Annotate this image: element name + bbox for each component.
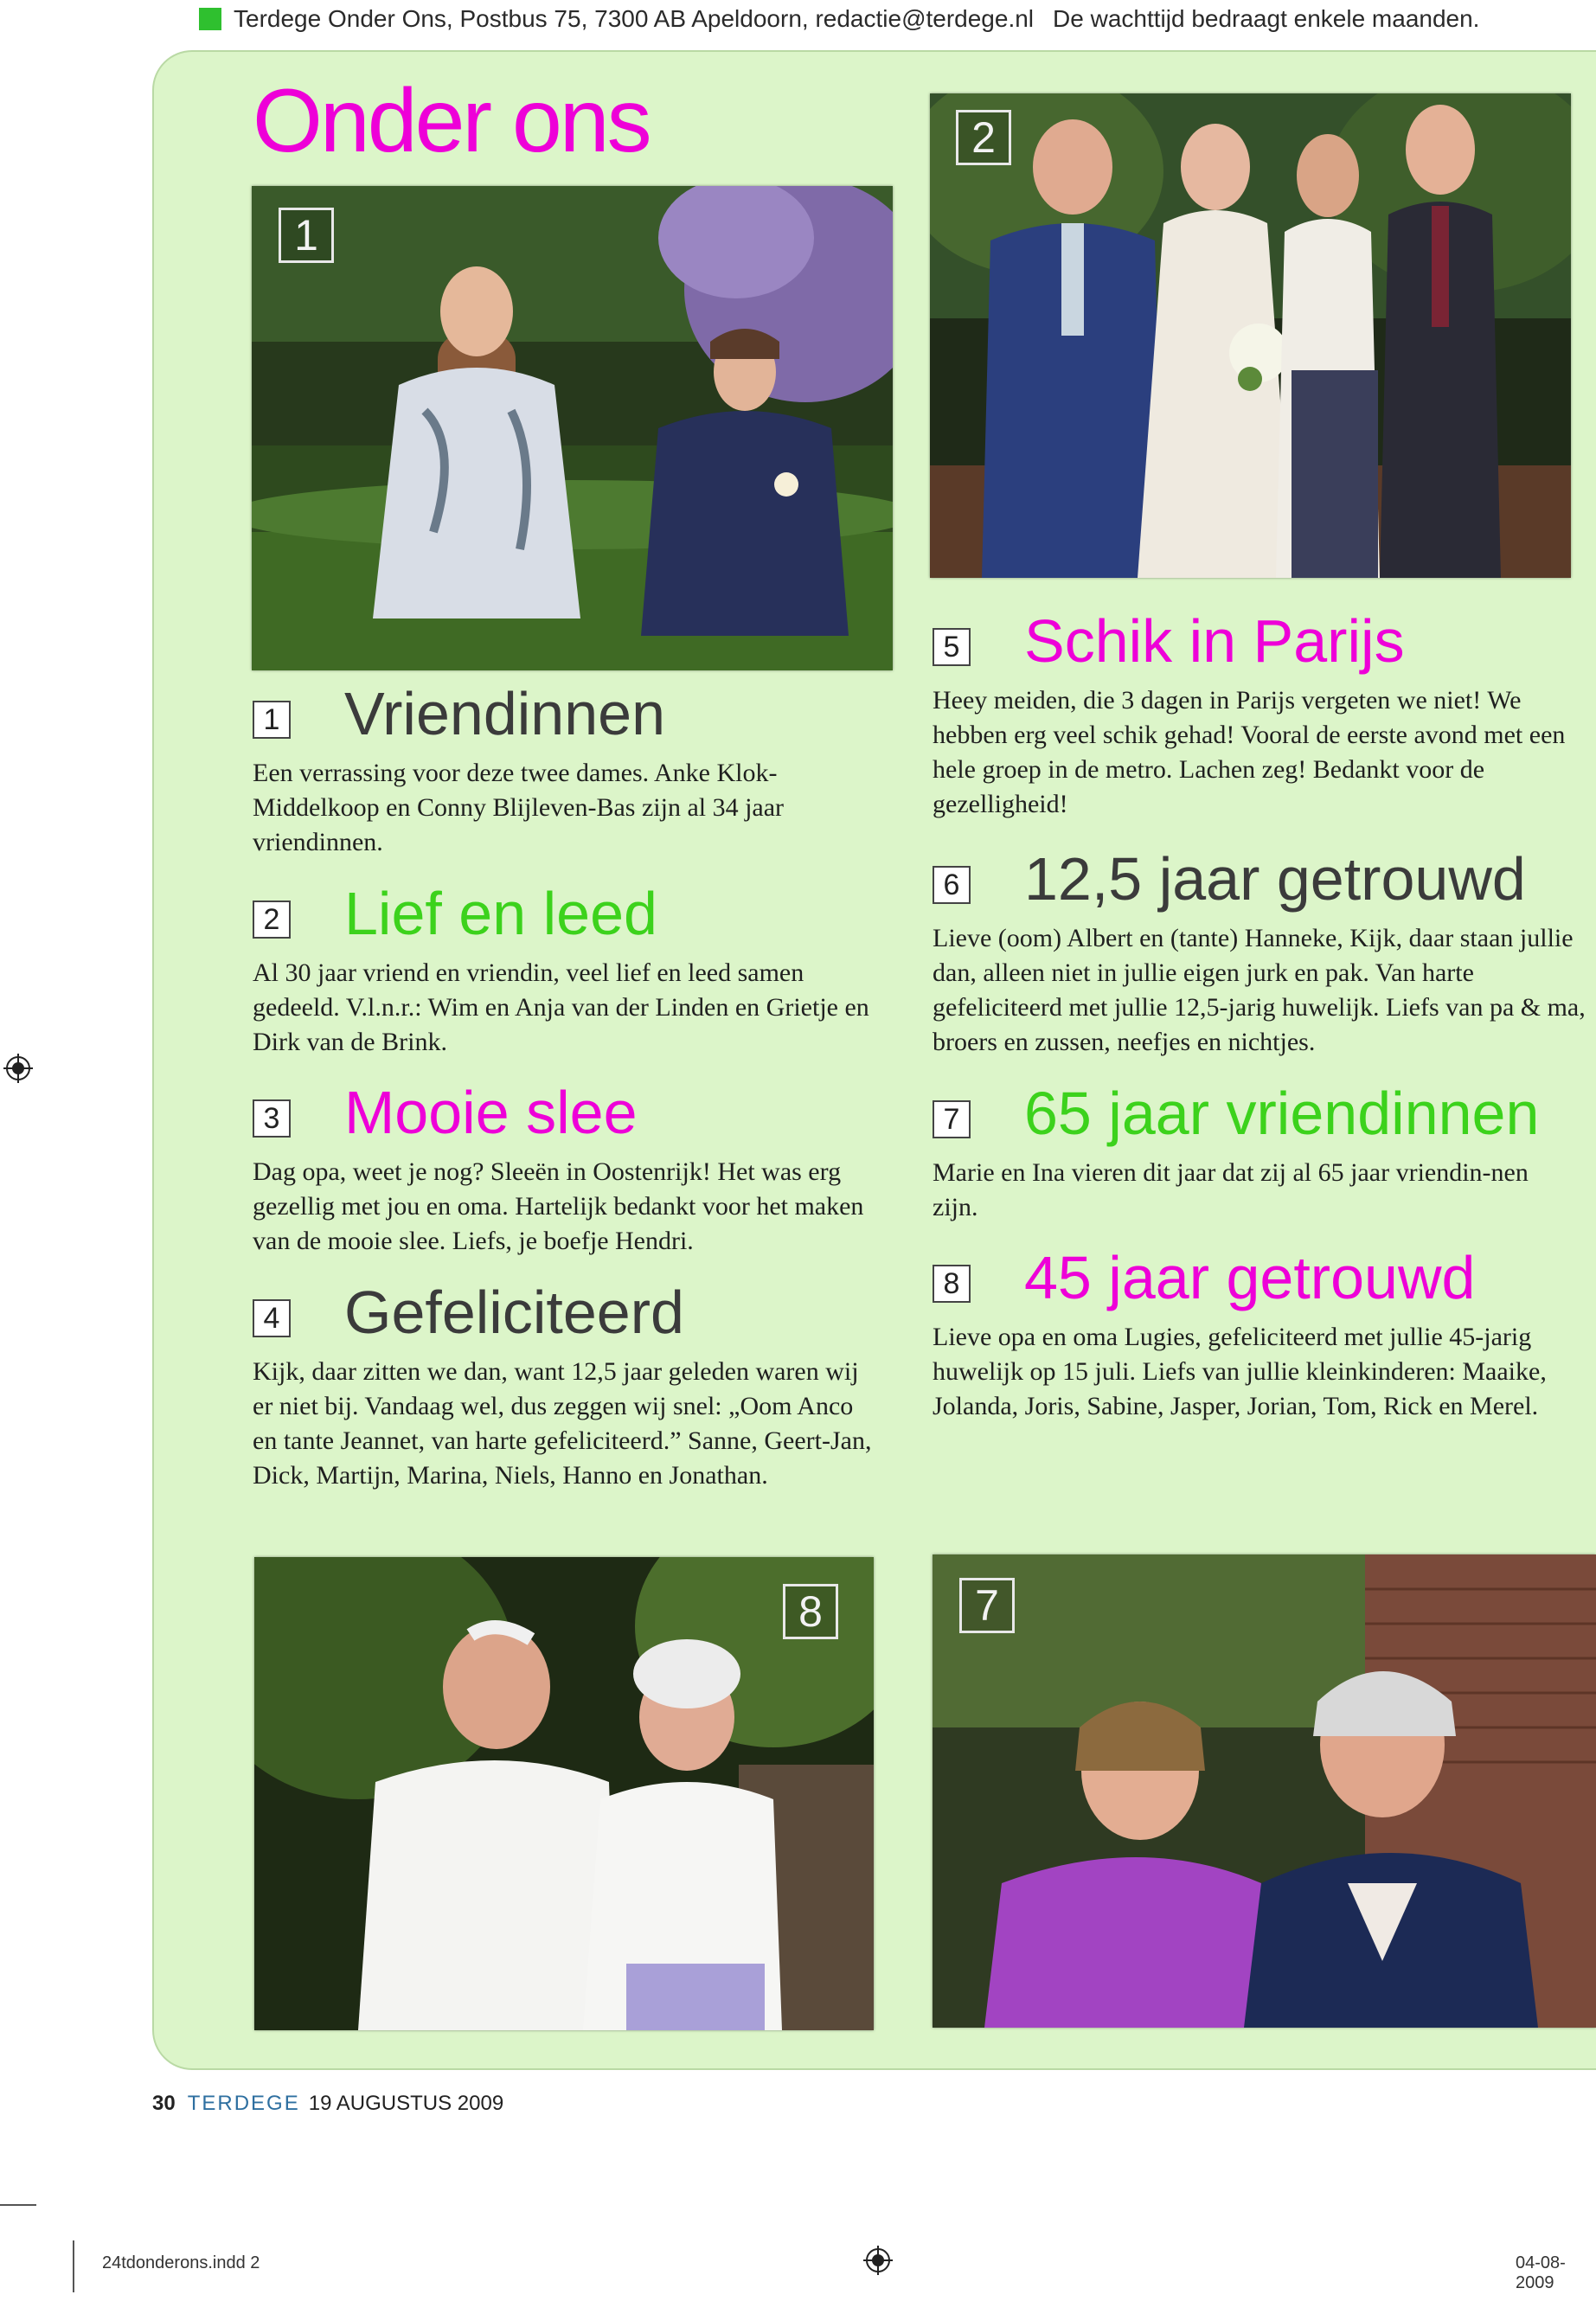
photo-7 xyxy=(933,1554,1596,2028)
entry-6 xyxy=(933,843,1594,1060)
entry-3-number: 3 xyxy=(253,1099,291,1138)
contact-bar xyxy=(199,3,1479,35)
entry-2-number: 2 xyxy=(253,901,291,939)
crop-mark xyxy=(0,2204,36,2206)
registration-mark-icon xyxy=(3,1054,33,1083)
photo-2-label: 2 xyxy=(956,110,1011,165)
photo-2-image xyxy=(930,93,1571,578)
entry-8-number: 8 xyxy=(933,1265,971,1303)
photo-1-label: 1 xyxy=(279,208,334,263)
page-number: 30 xyxy=(152,2092,176,2115)
entry-6-title: 12,5 jaar getrouwd xyxy=(1024,845,1526,913)
entry-5-text: Heey meiden, die 3 dagen in Parijs vergeten we niet! We hebben erg veel schik gehad! Vooral de eerste avond met een hele groep in de metro. Lachen zeg! Bedankt voor de gezelligheid! xyxy=(933,686,1566,818)
photo-1-image xyxy=(252,186,893,670)
photo-8-label: 8 xyxy=(783,1584,838,1639)
crop-mark-vertical xyxy=(73,2240,74,2292)
entry-3-text: Dag opa, weet je nog? Sleeën in Oostenrijk! Het was erg gezellig met jou en oma. Hartelijk bedankt voor het maken van de mooie slee. Liefs, je boefje Hendri. xyxy=(253,1157,864,1255)
registration-mark-bottom-icon xyxy=(863,2246,893,2275)
green-square-icon xyxy=(199,8,221,30)
entry-7-number: 7 xyxy=(933,1100,971,1138)
slug-file: 24tdonderons.indd 2 xyxy=(102,2253,260,2272)
photo-7-image xyxy=(933,1554,1596,2028)
entry-7-text: Marie en Ina vieren dit jaar dat zij al 65 jaar vriendin-nen zijn. xyxy=(933,1158,1529,1221)
photo-2 xyxy=(930,93,1571,578)
entry-8-text: Lieve opa en oma Lugies, gefeliciteerd met jullie 45-jarig huwelijk op 15 juli. Liefs van jullie kleinkinderen: Maaike, Jolanda, Joris, Sabine, Jasper, Jorian, Tom, Rick en Merel. xyxy=(933,1323,1547,1420)
issue-date: 19 AUGUSTUS 2009 xyxy=(308,2092,504,2115)
entry-8 xyxy=(933,1242,1596,1424)
slug-date: 04-08-2009 xyxy=(1516,2253,1566,2292)
page-footer xyxy=(152,2092,503,2116)
entry-5 xyxy=(933,606,1594,822)
magazine-name: TERDEGE xyxy=(187,2092,300,2115)
entry-4-number: 4 xyxy=(253,1299,291,1337)
entry-6-number: 6 xyxy=(933,866,971,904)
entry-1 xyxy=(253,678,875,860)
photo-8-image xyxy=(254,1557,874,2030)
entry-8-title: 45 jaar getrouwd xyxy=(1024,1244,1476,1311)
entry-6-text: Lieve (oom) Albert en (tante) Hanneke, Kijk, daar staan jullie dan, alleen niet in jullie eigen jurk en pak. Van harte gefeliciteerd met jullie 12,5-jarig huwelijk. Liefs van pa & ma, broers en zussen, neefjes en nichtjes. xyxy=(933,924,1586,1056)
entry-2-title: Lief en leed xyxy=(344,880,657,947)
entry-3-title: Mooie slee xyxy=(344,1079,638,1146)
entry-5-number: 5 xyxy=(933,628,971,666)
page-title: Onder ons xyxy=(253,71,650,171)
photo-8 xyxy=(254,1557,874,2030)
entry-2 xyxy=(253,878,884,1060)
entry-1-title: Vriendinnen xyxy=(344,680,666,747)
photo-7-label: 7 xyxy=(959,1578,1015,1633)
entry-7-title: 65 jaar vriendinnen xyxy=(1024,1080,1540,1147)
entry-1-number: 1 xyxy=(253,701,291,739)
entry-1-text: Een verrassing voor deze twee dames. Anke Klok-Middelkoop en Conny Blijleven-Bas zijn al 34 jaar vriendinnen. xyxy=(253,759,785,856)
entry-4-text: Kijk, daar zitten we dan, want 12,5 jaar geleden waren wij er niet bij. Vandaag wel, dus zeggen wij snel: „Oom Anco en tante Jeannet, van harte gefeliciteerd.” Sanne, Geert-Jan, Dick, Martijn, Marina, Niels, Hanno en Jonathan. xyxy=(253,1357,872,1490)
entry-7 xyxy=(933,1078,1542,1225)
contact-address: Terdege Onder Ons, Postbus 75, 7300 AB Apeldoorn, redactie@terdege.nl xyxy=(234,5,1035,32)
entry-4 xyxy=(253,1277,880,1493)
entry-5-title: Schik in Parijs xyxy=(1024,607,1405,675)
photo-1 xyxy=(252,186,893,670)
entry-2-text: Al 30 jaar vriend en vriendin, veel lief en leed samen gedeeld. V.l.n.r.: Wim en Anja van der Linden en Grietje en Dirk van de Brink. xyxy=(253,958,869,1056)
entry-4-title: Gefeliciteerd xyxy=(344,1279,684,1346)
waiting-time-note: De wachttijd bedraagt enkele maanden. xyxy=(1053,5,1480,32)
entry-3 xyxy=(253,1077,880,1259)
